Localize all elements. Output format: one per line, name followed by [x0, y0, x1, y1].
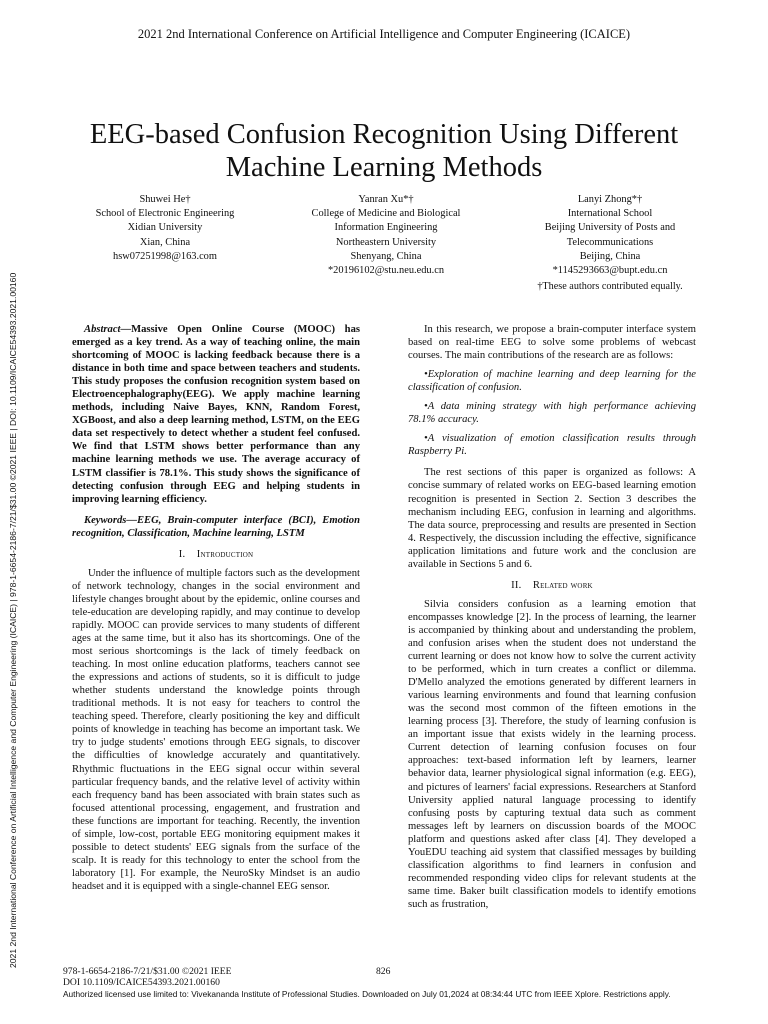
left-column — [72, 323, 360, 893]
footer-identifiers — [63, 966, 232, 988]
author-block-1 — [85, 193, 245, 264]
introduction-paragraph: Under the influence of multiple factors such as the development of network technology, changes in the social environment and lifestyle changes brought about by the epidemic, online courses and tele-education are developing rapidly, and may continue to develop rapidly. MOOC can provide services to many students of different ages at the same time, but it also has its shortcomings. One of the most serious shortcomings is the lack of timely feedback on teaching. In most online education platforms, teachers cannot see the expressions and actions of students, so it is difficult to judge whether students understand the knowledge points through traditional methods. It is not easy for teachers to control the teaching speed. Therefore, clearly positioning the key and difficult points of knowledge in teaching has become an important task. We try to judge students' emotions through EEG signals, to discover the difficulties of knowledge accurately and quantitatively. Rhythmic fluctuations in the EEG signal occur within several particular frequency bands, and the relative level of activity within each frequency band has been associated with brain states such as focused attentional processing, engagement, and frustration and these functions are important for teaching. Recently, the invention of simple, low-cost, portable EEG monitoring equipment makes it possible to detect students' EEG signals from the surface of the scalp. It is ready for this technology to enter the school from the laboratory [1]. For example, the NeuroSky Mindset is an audio headset and it is equipped with a single-channel EEG sensor. — [72, 567, 360, 892]
conference-header: 2021 2nd International Conference on Artificial Intelligence and Computer Engineering (ICAICE) — [137, 27, 631, 41]
license-notice: Authorized licensed use limited to: Vivekananda Institute of Professional Studies. Downloaded on July 01,2024 at 08:34:44 UTC from IEEE Xplore. Restrictions apply. — [63, 989, 671, 999]
author-name: Shuwei He† — [139, 194, 191, 205]
author-block-2 — [298, 193, 474, 278]
section-number: I. — [178, 548, 186, 560]
abstract — [72, 323, 360, 506]
section-title: Introduction — [196, 548, 254, 560]
sidebar-doi-text: 2021 2nd International Conference on Artificial Intelligence and Computer Engineering (ICAICE) | 978-1-6654-2186-7/21/$31.00 ©2021 IEEE | DOI: 10.1109/ICAICE54393.2021.00160 — [8, 272, 18, 968]
author-location: Xian, China — [139, 236, 191, 248]
author-affiliation: Beijing University of Posts and — [544, 222, 676, 234]
author-email: *1145293663@bupt.edu.cn — [552, 265, 668, 277]
keywords: Keywords—EEG, Brain-computer interface (BCI), Emotion recognition, Classification, Machine learning, LSTM — [72, 514, 360, 539]
section-heading-related-work — [408, 579, 696, 592]
section-heading-introduction — [72, 548, 360, 561]
author-affiliation: School of Electronic Engineering — [95, 208, 235, 220]
author-affiliation: Telecommunications — [566, 236, 654, 248]
author-email: *20196102@stu.neu.edu.cn — [327, 265, 445, 277]
author-affiliation: International School — [567, 208, 653, 220]
contribution-item: •Exploration of machine learning and deep learning for the classification of confusion. — [408, 369, 696, 394]
author-email: hsw07251998@163.com — [113, 250, 217, 262]
organization-paragraph: The rest sections of this paper is organized as follows: A concise summary of related works on EEG-based learning emotion recognition is presented in Section 2. Section 3 describes the mechanism including EEG, confusion in learning and algorithms. The data source, preprocessing and results are presented in Section 4. Respectively, the discussion including the effective, significance application limitations and future work and the conclusion are available in Sections 5 and 6. — [408, 467, 696, 570]
contribution-item: •A visualization of emotion classification results through Raspberry Pi. — [408, 433, 696, 458]
related-work-paragraph: Silvia considers confusion as a learning emotion that encompasses knowledge [2]. In the process of learning, the learner is accompanied by thinking about and understanding the problem, and confusion arises when the student does not understand the current learning or does not know how to solve the current activity to be performed, which in turn creates a conflict or dilemma. D'Mello analyzed the emotions generated by different learners in various learning environments and found that learning confusion was the second most common of the fifteen emotions in the learning process [3]. Therefore, the study of learning confusion is an important issue that exists widely in the learning process. Current detection of learning confusion focuses on four approaches: text-based information left by learners, learner behavior data, learner physiological signal information (e.g. EEG), and pictures of learners' facial expressions. Researchers at Stanford University applied natural language processing to identify confusing posts by capturing textual data such as comment messages left by learners on discussion boards of the MOOC platform and questions asked after class [4]. They developed a YouEDU teaching aid system that classified messages by building classification algorithms to find learners in confusion and recommended responding video clips for relevant students at the same time. Baker built classification models to identify emotions such as frustration, — [408, 598, 696, 910]
section-title: Related work — [532, 579, 593, 591]
author-affiliation: College of Medicine and Biological — [311, 208, 461, 220]
contribution-item: •A data mining strategy with high performance achieving 78.1% accuracy. — [408, 401, 696, 426]
footer-isbn: 978-1-6654-2186-7/21/$31.00 ©2021 IEEE — [63, 966, 232, 977]
author-name: Yanran Xu*† — [358, 194, 414, 205]
author-block-3 — [525, 193, 695, 278]
author-affiliation: Xidian University — [127, 222, 203, 234]
abstract-text: —Massive Open Online Course (MOOC) has emerged as a key trend. As a way of teaching online, the main shortcoming of MOOC is lacking feedback because there is a distance in both time and space between teachers and students. This study proposes the confusion recognition system based on Electroencephalography(EEG). We apply machine learning methods, including Naive Bayes, KNN, Random Forest, XGBoost, and also a deep learning method, LSTM, on the EEG data set respectively to detect whether a student feel confused. We find that LSTM shows better performance than any machine learning methods we use. The average accuracy of LSTM classifier is 78.1%. This study shows the significance of detecting confusion through EEG and helping students in improving learning efficiency. — [72, 324, 360, 505]
footer-doi: DOI 10.1109/ICAICE54393.2021.00160 — [63, 977, 220, 988]
page-number: 826 — [376, 966, 391, 977]
contributions-intro: In this research, we propose a brain-computer interface system based on real-time EEG to solve some problems of webcast courses. The main contributions of the research are as follows: — [408, 324, 696, 362]
author-affiliation: Information Engineering — [334, 222, 438, 234]
author-name: Lanyi Zhong*† — [577, 194, 643, 205]
author-location: Beijing, China — [579, 250, 641, 262]
right-column — [408, 323, 696, 911]
abstract-label: Abstract — [84, 324, 121, 335]
author-affiliation: Northeastern University — [335, 236, 437, 248]
author-location: Shenyang, China — [350, 250, 422, 262]
section-number: II. — [511, 579, 522, 591]
equal-contribution-note: †These authors contributed equally. — [537, 281, 683, 292]
paper-title: EEG-based Confusion Recognition Using Different Machine Learning Methods — [89, 119, 679, 183]
